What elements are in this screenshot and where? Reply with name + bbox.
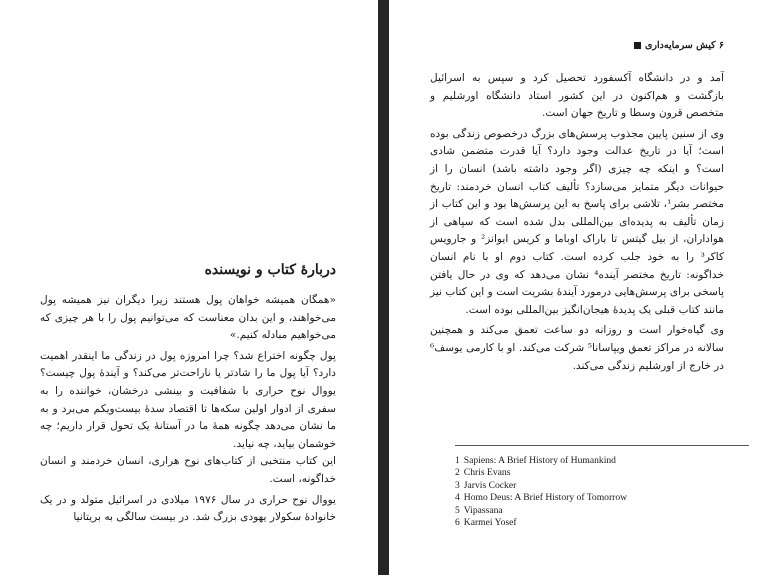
- paragraph: این کتاب منتخبی از کتاب‌های نوح هراری، انسان خردمند و انسان خداگونه، است.: [40, 455, 336, 485]
- paragraph: وی گیاه‌خوار است و روزانه دو ساعت تعمق می‌کند و همچنین سالانه در مراکز تعمق ویپاسانا⁵ شرکت می‌کند. او با کارمی یوسف⁶ در خارج از اورشلیم زندگی می‌کند.: [430, 324, 725, 372]
- paragraph: وی از سنین پایین مجذوب پرسش‌های بزرگ درخصوص زندگی بوده است؛ آیا در تاریخ عدالت وجود دارد؟ آیا قدرت متضمن شادی است؟ و اینکه چه چیزی (اگر وجود داشته باشد) انسان را از حیوانات دیگر متمایز می‌سازد؟ تألیف کتاب انسان خردمند: تاریخ مختصر بشر¹، تلاشی برای پاسخ به این پرسش‌ها بود و این کتاب از زمان تألیف به پدیده‌ای بین‌المللی بدل شده است که سپاهی از هواداران، از بیل گیتس تا باراک اوباما و کریس ایوانز² و جارویس کاکر³ را به خود جلب کرده است. کتاب دوم او با نام انسان خداگونه: تاریخ مختصر آینده⁴ نشان می‌دهد که وی در حال یافتن پاسخی برای پرسش‌هایی درمورد آیندهٔ بشریت است و این کتاب نیز مانند کتاب قبلی یک پدیدهٔ هیجان‌انگیز بین‌المللی بوده است.: [430, 127, 724, 316]
- footnote-text: Sapiens: A Brief History of Humankind: [463, 455, 616, 466]
- footnote-item: [455, 505, 749, 517]
- footnote-text: Homo Deus: A Brief History of Tomorrow: [463, 492, 628, 504]
- footnotes: [455, 455, 749, 529]
- paragraph: پول چگونه اختراع شد؟ چرا امروزه پول در زندگی ما اینقدر اهمیت دارد؟ آیا پول ما را شادتر یا ناراحت‌تر می‌کند؟ و آیندهٔ پول چیست؟ یووال نوح حراری با شفافیت و بینشی درخشان، خواننده را به سفری از ادوار اولین سکه‌ها تا اقتصاد سدهٔ بیست‌ویکم می‌برد و به ما نشان می‌دهد چگونه همهٔ ما در آستانهٔ یک تحول قرار داریم؛ چه خوشمان بیاید، چه نیاید.: [40, 349, 336, 450]
- footnote-number: 4: [455, 492, 460, 504]
- section-heading: دربارهٔ کتاب و نویسنده: [204, 262, 336, 278]
- footnote-item: [455, 455, 749, 467]
- footnote-number: 1: [455, 455, 460, 466]
- left-page: [0, 0, 378, 575]
- running-head: [634, 40, 724, 51]
- footnote-number: 5: [455, 504, 460, 516]
- footnote-number: 3: [455, 479, 460, 491]
- square-bullet-icon: [634, 42, 641, 49]
- left-page-body: [40, 292, 336, 527]
- footnote-item: [455, 467, 749, 479]
- paragraph: «همگان همیشه خواهان پول هستند زیرا دیگران نیز همیشه پول می‌خواهند، و این بدان معناست که می‌توانیم پول را با هر چیزی که می‌خواهیم مبادله کنیم.»: [40, 294, 336, 342]
- footnote-divider: [455, 445, 749, 446]
- footnote-number: 2: [455, 467, 460, 479]
- right-page-body: [430, 70, 724, 375]
- footnote-text: Jarvis Cocker: [463, 479, 517, 491]
- running-head-text: ۶ کیش سرمایه‌داری: [644, 40, 724, 51]
- footnote-item: [455, 492, 749, 504]
- footnote-number: 6: [455, 517, 460, 529]
- footnote-text: Chris Evans: [463, 467, 511, 479]
- footnote-text: Karmei Yosef: [463, 517, 517, 529]
- paragraph: آمد و در دانشگاه آکسفورد تحصیل کرد و سپس به اسرائیل بازگشت و هم‌اکنون در این کشور استاد دانشگاه اورشلیم و متخصص قرون وسطا و تاریخ جهان است.: [430, 72, 724, 120]
- footnote-item: [455, 480, 749, 492]
- right-page: [389, 0, 768, 575]
- book-gutter: [378, 0, 389, 575]
- footnote-item: [455, 517, 749, 529]
- footnote-text: Vipassana: [463, 504, 503, 516]
- paragraph: یووال نوح حراری در سال ۱۹۷۶ میلادی در اسرائیل متولد و در یک خانوادهٔ سکولار یهودی بزرگ شد. در بیست سالگی به بریتانیا: [40, 493, 337, 524]
